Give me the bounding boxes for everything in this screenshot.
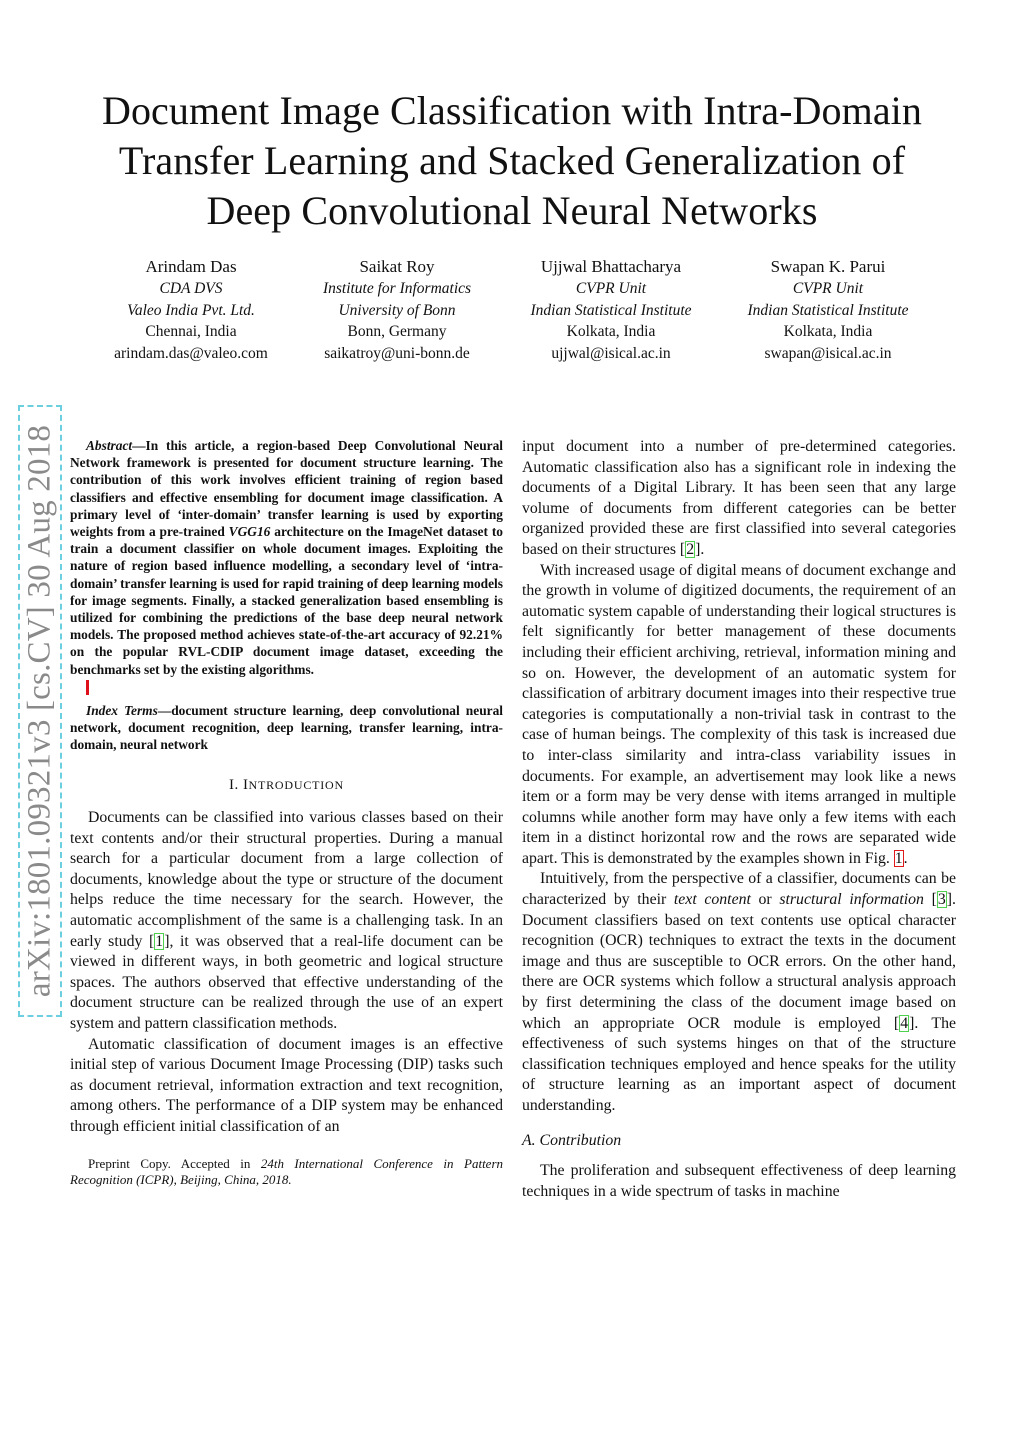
right-p2-a: With increased usage of digital means of document exchange and the growth in volume of digitized documents, the requirement of an automatic system capable of understanding their logical structures is felt significantly for better management of these documents including their efficient archiving, retrieval, information mining and so on. However, the development of an automatic system for classification of arbitrary document images into their respective true categories is computationally a non-trivial task in contrast to the case of human beings. The complexity of this task is increased due to inter-class similarity and intra-class variability issues in documents. For example, an advertisement may look like a news item or a form may be very dense with items arranged in multiple columns while another form may have only a few items with each item in a distinct horizontal row and the rows are separated wide apart. This is demonstrated by the examples shown in Fig. [522, 561, 956, 867]
section-initial: I [243, 777, 249, 794]
abstract-body-b: architecture on the ImageNet dataset to train a document classifier on whole document images. Exploiting the nature of region based influence modelling, a secondary level of ‘intra-domain’ transfer learning is used for rapid training of deep learning models for image segments. Finally, a stacked generalization based ensembling is utilized for combining the predictions of the base deep neural network models. The proposed method achieves state-of-the-art accuracy of 92.21% on the popular RVL-CDIP document image dataset, exceeding the benchmarks set by the existing algorithms. [70, 524, 503, 677]
author-4 [723, 256, 933, 364]
author-email: ujjwal@isical.ac.in [551, 344, 671, 362]
text-cursor [86, 680, 503, 698]
footnote [70, 1156, 503, 1188]
author-email: swapan@isical.ac.in [764, 344, 892, 362]
right-p2-b: . [903, 849, 908, 867]
intro-paragraph-2: Automatic classification of document images is an effective initial step of various Document Image Processing (DIP) tasks such as document retrieval, information extraction and text recognition, among others. The performance of a DIP system may be enhanced through efficient initial classification of an [70, 1035, 503, 1135]
author-dept: CVPR Unit [792, 280, 864, 297]
right-paragraph-4: The proliferation and subsequent effectiveness of deep learning techniques in a wide spectrum of tasks in machine [522, 1162, 956, 1200]
index-terms-body: document structure learning, deep convolutional neural network, document recognition, deep learning, transfer learning, intra-domain, neural network [70, 702, 504, 753]
intro-p1-b: ], it was observed that a real-life document can be viewed in different ways, in both geometric and logical structure spaces. The authors observed that effective understanding of the document structure can be realized through the use of an expert system and pattern classification methods. [70, 932, 503, 1032]
author-city: Kolkata, India [783, 323, 873, 340]
author-email: arindam.das@valeo.com [114, 344, 268, 362]
paper-title [60, 86, 964, 236]
abstract-label: Abstract [86, 438, 133, 453]
right-paragraph-1 [522, 437, 956, 561]
author-2 [292, 256, 502, 364]
author-city: Kolkata, India [566, 323, 656, 340]
intro-paragraph-1 [70, 808, 503, 1035]
title-line-3: Deep Convolutional Neural Networks [206, 188, 818, 233]
section-rest: NTRODUCTION [248, 778, 344, 793]
right-p3-d: ]. The effectiveness of such systems hinges on that of the structure classification techniques employed and hence speaks for the utility of structure learning as an important aspect of document understanding. [522, 1014, 956, 1114]
author-org: Indian Statistical Institute [530, 301, 692, 319]
left-column [70, 437, 503, 1201]
index-terms-label: Index Terms [86, 702, 158, 718]
section-heading-introduction [70, 775, 503, 796]
author-dept: Institute for Informatics [322, 280, 472, 297]
arxiv-stamp-text: arXiv:1801.09321v3 [cs.CV] 30 Aug 2018 [21, 424, 58, 998]
right-column [522, 437, 956, 1202]
citation-link-1[interactable]: 1 [155, 932, 164, 950]
abstract [70, 437, 503, 678]
author-name: Arindam Das [145, 257, 237, 276]
right-paragraph-3 [522, 869, 956, 1116]
right-p1-b: ]. [695, 540, 705, 558]
author-name: Ujjwal Bhattacharya [540, 257, 682, 276]
author-city: Bonn, Germany [347, 323, 447, 340]
right-p3-structural-information: structural information [779, 891, 924, 909]
right-p1-a: input document into a number of pre-determined categories. Automatic classification also has a significant role in indexing the documents of a Digital Library. It has been seen that any large volume of documents from different categories can be better organized provided these are first classified into several categories based on their structures [ [522, 438, 956, 558]
right-p3-b: [ [923, 891, 937, 909]
right-p3-text-content: text content [673, 891, 751, 909]
figure-link-1[interactable]: 1 [894, 849, 903, 867]
author-1 [96, 256, 286, 364]
right-p3-a: Intuitively, from the perspective of a classifier, documents can be characterized by their [522, 870, 956, 909]
author-org: Valeo India Pvt. Ltd. [127, 301, 255, 319]
citation-link-4[interactable]: 4 [900, 1014, 909, 1032]
right-p3-or: or [750, 891, 780, 909]
title-line-2: Transfer Learning and Stacked Generalization of [118, 138, 906, 183]
author-name: Saikat Roy [359, 257, 435, 276]
section-numeral: I. [229, 777, 244, 794]
footnote-a: Preprint Copy. Accepted in [88, 1155, 261, 1171]
right-paragraph-2 [522, 561, 956, 870]
subsection-heading-contribution: A. Contribution [522, 1131, 622, 1149]
index-terms [70, 702, 503, 754]
author-name: Swapan K. Parui [770, 257, 886, 276]
right-p3-c: ]. Document classifiers based on text contents use optical character recognition (OCR) techniques to extract the texts in the document image and thus are susceptible to OCR errors. On the other hand, there are OCR systems which follow a structural analysis approach by first determining the class of the document image based on which an appropriate OCR module is employed [ [522, 891, 956, 1032]
citation-link-3[interactable]: 3 [937, 891, 946, 909]
citation-link-2[interactable]: 2 [686, 540, 695, 558]
arxiv-identifier-link[interactable] [18, 405, 62, 1017]
author-city: Chennai, India [145, 323, 237, 340]
author-dept: CDA DVS [159, 280, 223, 297]
author-dept: CVPR Unit [575, 280, 647, 297]
intro-p1-a: Documents can be classified into various classes based on their text contents and/or their structural properties. During a manual search for a particular document from a large collection of documents, knowledge about the type or structure of the document helps reduce the time necessary for the search. However, the automatic accomplishment of the same is a challenging task. In an early study [ [70, 809, 503, 950]
title-line-1: Document Image Classification with Intra-Domain [101, 88, 923, 133]
abstract-body-a: In this article, a region-based Deep Convolutional Neural Network framework is presented for document structure learning. The contribution of this work involves efficient training of region based classifiers and effective ensembling for document image classification. A primary level of ‘inter-domain’ transfer learning is used by exporting weights from a pre-trained [70, 438, 503, 540]
author-org: Indian Statistical Institute [747, 301, 909, 319]
index-terms-dash: — [157, 702, 172, 718]
abstract-vgg16: VGG16 [228, 524, 271, 540]
footnote-b: 24th International Conference in Pattern Recognition (ICPR), Beijing, China, 2018. [70, 1155, 504, 1187]
author-email: saikatroy@uni-bonn.de [324, 344, 470, 362]
author-3 [506, 256, 716, 364]
abstract-dash: — [132, 438, 146, 453]
author-org: University of Bonn [338, 301, 456, 319]
